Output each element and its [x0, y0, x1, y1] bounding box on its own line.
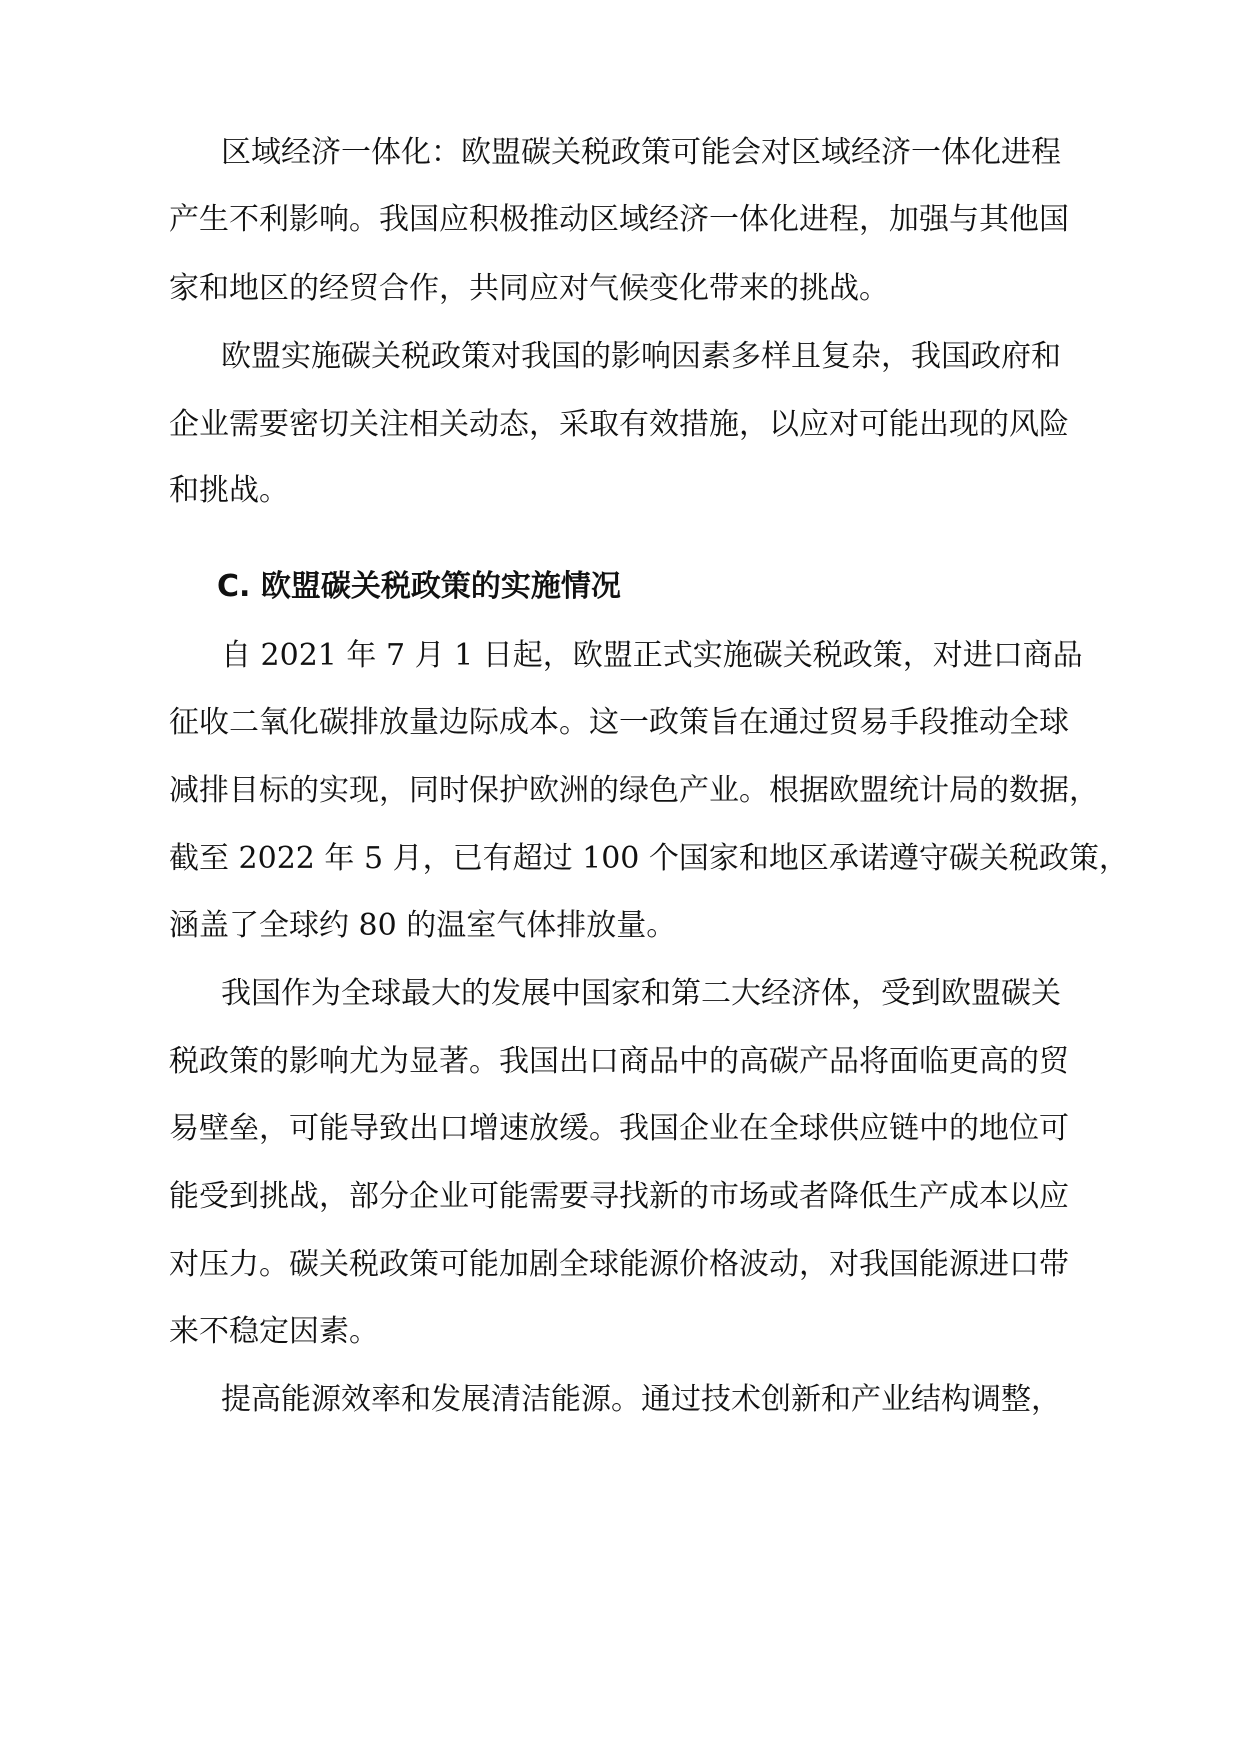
section-paragraph-3-line-1: 提高能源效率和发展清洁能源。通过技术创新和产业结构调整， — [221, 1382, 1061, 1417]
section-paragraph-2-line-2: 税政策的影响尤为显著。我国出口商品中的高碳产品将面临更高的贸 — [169, 1044, 1069, 1079]
paragraph-2-line-2: 企业需要密切关注相关动态，采取有效措施，以应对可能出现的风险 — [169, 407, 1069, 442]
section-paragraph-2-line-4: 能受到挑战，部分企业可能需要寻找新的市场或者降低生产成本以应 — [169, 1179, 1069, 1214]
section-paragraph-2-line-6: 来不稳定因素。 — [169, 1314, 379, 1349]
paragraph-1-line-1: 区域经济一体化：欧盟碳关税政策可能会对区域经济一体化进程 — [221, 135, 1061, 170]
paragraph-2-line-3: 和挑战。 — [169, 473, 289, 508]
section-paragraph-2-line-5: 对压力。碳关税政策可能加剧全球能源价格波动，对我国能源进口带 — [169, 1247, 1069, 1282]
paragraph-1-line-2: 产生不利影响。我国应积极推动区域经济一体化进程，加强与其他国 — [169, 202, 1069, 237]
section-heading: C. 欧盟碳关税政策的实施情况 — [217, 569, 621, 604]
section-paragraph-1-line-5: 涵盖了全球约 80 的温室气体排放量。 — [169, 908, 677, 943]
section-paragraph-1-line-4: 截至 2022 年 5 月，已有超过 100 个国家和地区承诺遵守碳关税政策， — [169, 841, 1129, 876]
section-paragraph-2-line-3: 易壁垒，可能导致出口增速放缓。我国企业在全球供应链中的地位可 — [169, 1111, 1069, 1146]
paragraph-1-line-3: 家和地区的经贸合作，共同应对气候变化带来的挑战。 — [169, 271, 889, 306]
section-paragraph-2-line-1: 我国作为全球最大的发展中国家和第二大经济体，受到欧盟碳关 — [221, 976, 1061, 1011]
section-paragraph-1-line-1: 自 2021 年 7 月 1 日起，欧盟正式实施碳关税政策，对进口商品 — [221, 638, 1083, 673]
section-paragraph-1-line-2: 征收二氧化碳排放量边际成本。这一政策旨在通过贸易手段推动全球 — [169, 705, 1069, 740]
section-paragraph-1-line-3: 减排目标的实现，同时保护欧洲的绿色产业。根据欧盟统计局的数据， — [169, 773, 1099, 808]
paragraph-2-line-1: 欧盟实施碳关税政策对我国的影响因素多样且复杂，我国政府和 — [221, 339, 1061, 374]
